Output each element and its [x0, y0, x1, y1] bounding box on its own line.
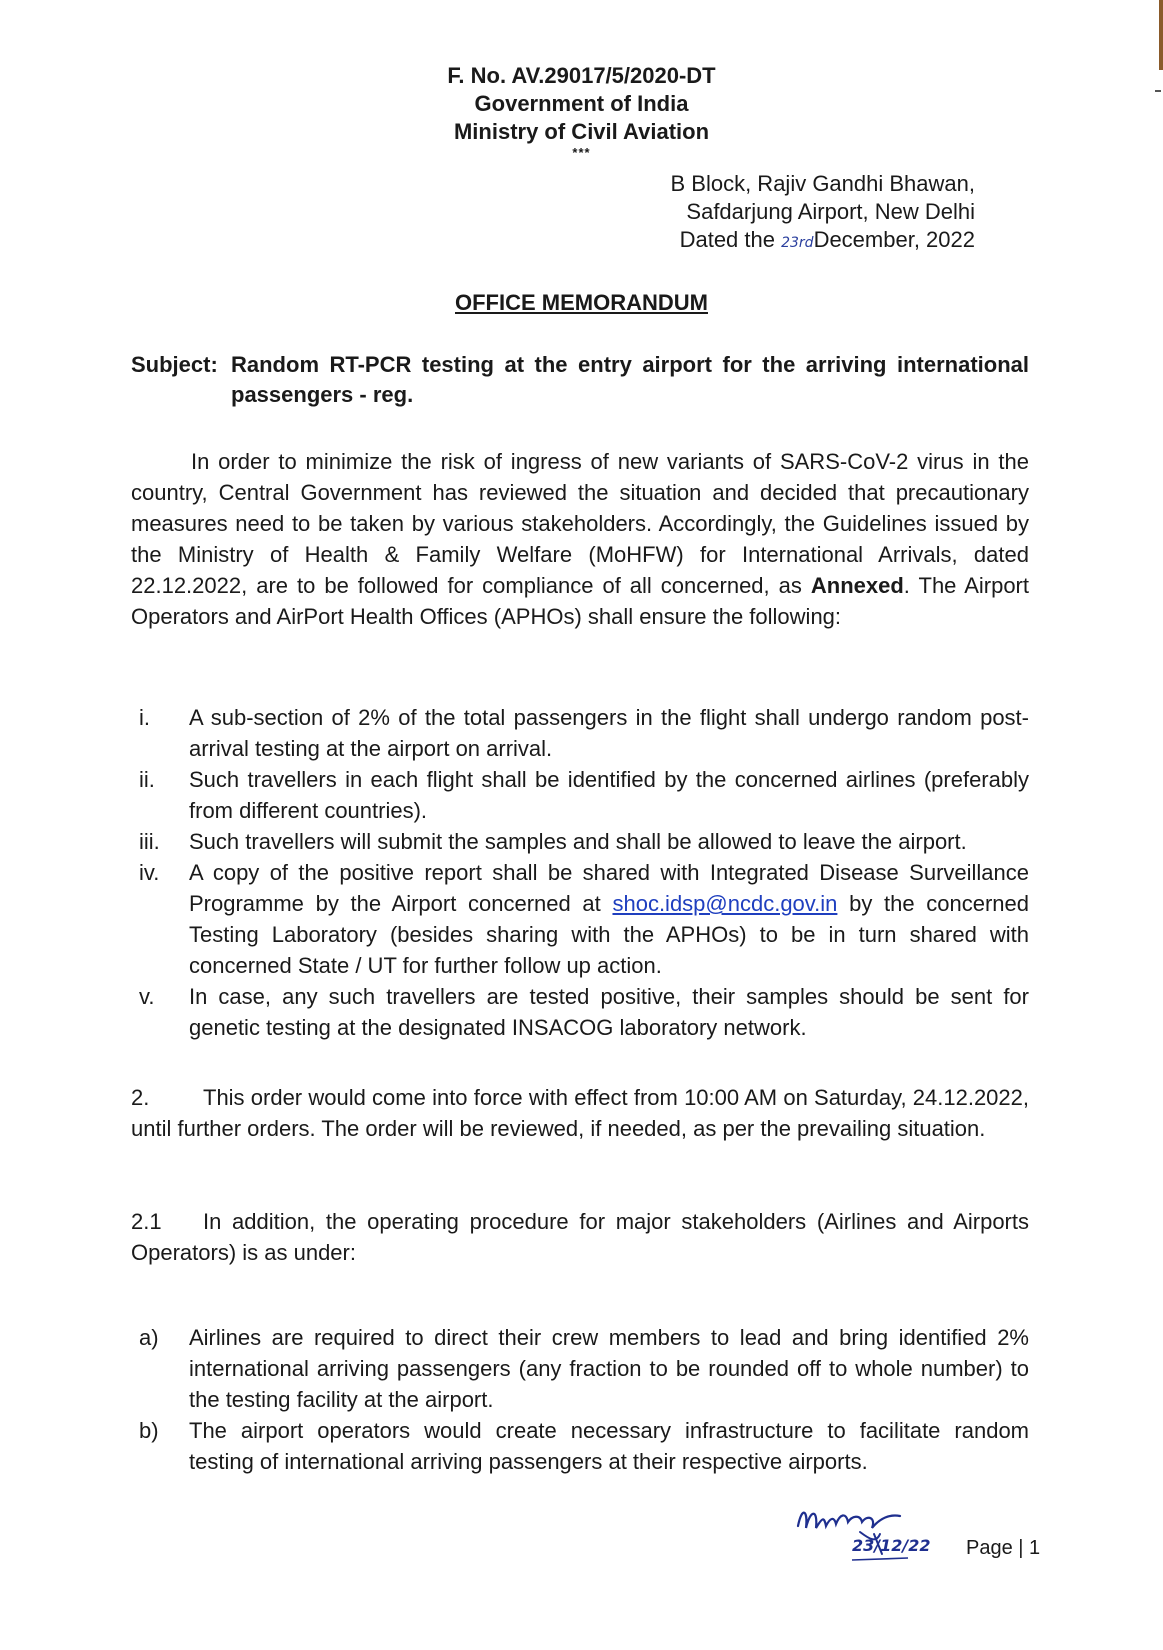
government-name: Government of India	[474, 91, 689, 116]
file-number: F. No. AV.29017/5/2020-DT	[447, 63, 716, 88]
paragraph-intro	[131, 446, 1029, 632]
signature-date: 23/12/22	[852, 1536, 931, 1555]
intro-text-end: . The Airport Operators and AirPort Health Offices (APHOs) shall ensure the following:	[131, 573, 1029, 629]
ministry-name: Ministry of Civil Aviation	[453, 119, 710, 144]
list-item-text: Airlines are required to direct their crew members to lead and bring identified 2% international arriving passengers (any fraction to be rounded off to whole number) to the testing facility at the airport.	[189, 1325, 1029, 1412]
intro-bold-annexed: Annexed	[810, 573, 904, 598]
header-stars: ***	[572, 145, 591, 160]
list-item-text: Such travellers will submit the samples and shall be allowed to leave the airport.	[189, 829, 967, 854]
page-number: Page | 1	[966, 1537, 1041, 1559]
list-item	[131, 826, 1029, 857]
subject-text: Random RT-PCR testing at the entry airport for the arriving international passengers - reg.	[231, 352, 1029, 407]
list-item-letter: a)	[139, 1325, 159, 1350]
list-item	[131, 1322, 1029, 1415]
dated-prefix: Dated the	[679, 227, 782, 252]
paragraph-text: In addition, the operating procedure for major stakeholders (Airlines and Airports Operators) is as under:	[131, 1209, 1029, 1265]
subject-block	[131, 350, 1029, 410]
list-item	[131, 764, 1029, 826]
list-item	[131, 981, 1029, 1043]
dated-suffix: December, 2022	[813, 227, 975, 252]
dated-handwritten-day: 23rd	[781, 235, 814, 251]
list-item-number: iv.	[139, 860, 160, 885]
dated-line	[671, 226, 976, 257]
subject-label: Subject:	[131, 352, 218, 377]
paragraph-2	[131, 1082, 1029, 1144]
memo-title: OFFICE MEMORANDUM	[455, 290, 708, 315]
paragraph-2-1	[131, 1206, 1029, 1268]
list-item-number: v.	[139, 984, 155, 1009]
address-line-2: Safdarjung Airport, New Delhi	[686, 199, 975, 224]
letter-header	[0, 62, 1163, 160]
list-item-number: i.	[139, 705, 150, 730]
intro-text: In order to minimize the risk of ingress of new variants of SARS-CoV-2 virus in the country, Central Government has reviewed the situation and decided that precautionary measures need to be taken by various stakeholders. Accordingly, the Guidelines issued by the Ministry of Health & Family Welfare (MoHFW) for International Arrivals, dated 22.12.2022, are to be followed for compliance of all concerned, as	[131, 449, 1029, 598]
paragraph-text: This order would come into force with effect from 10:00 AM on Saturday, 24.12.2022, until further orders. The order will be reviewed, if needed, as per the prevailing situation.	[131, 1085, 1029, 1141]
list-item-text: A sub-section of 2% of the total passengers in the flight shall undergo random post-arrival testing at the airport on arrival.	[189, 705, 1029, 761]
measures-list	[131, 702, 1029, 1043]
list-item-text: In case, any such travellers are tested positive, their samples should be sent for genetic testing at the designated INSACOG laboratory network.	[189, 984, 1029, 1040]
scan-edge-mark	[1159, 0, 1163, 70]
list-item	[131, 1415, 1029, 1477]
list-item-text	[189, 857, 1029, 981]
list-item-text-start: A copy of the positive report shall be shared with Integrated Disease Surveillance Programme by the Airport concerned at	[189, 860, 1029, 916]
list-item-text: Such travellers in each flight shall be identified by the concerned airlines (preferably from different countries).	[189, 767, 1029, 823]
procedure-list	[131, 1322, 1029, 1477]
list-item	[131, 857, 1029, 981]
list-item-text-end: by the concerned Testing Laboratory (besides sharing with the APHOs) to be in turn shared with concerned State / UT for further follow up action.	[189, 891, 1029, 978]
list-item-text: The airport operators would create necessary infrastructure to facilitate random testing of international arriving passengers at their respective airports.	[189, 1418, 1029, 1474]
address-line-1: B Block, Rajiv Gandhi Bhawan,	[670, 171, 975, 196]
paragraph-number: 2.1	[131, 1209, 162, 1234]
email-link[interactable]: shoc.idsp@ncdc.gov.in	[612, 891, 838, 916]
office-address	[671, 170, 976, 257]
list-item-number: iii.	[139, 829, 160, 854]
list-item	[131, 702, 1029, 764]
list-item-number: ii.	[139, 767, 155, 792]
paragraph-number: 2.	[131, 1085, 150, 1110]
handwritten-signature	[790, 1488, 940, 1568]
list-item-letter: b)	[139, 1418, 159, 1443]
